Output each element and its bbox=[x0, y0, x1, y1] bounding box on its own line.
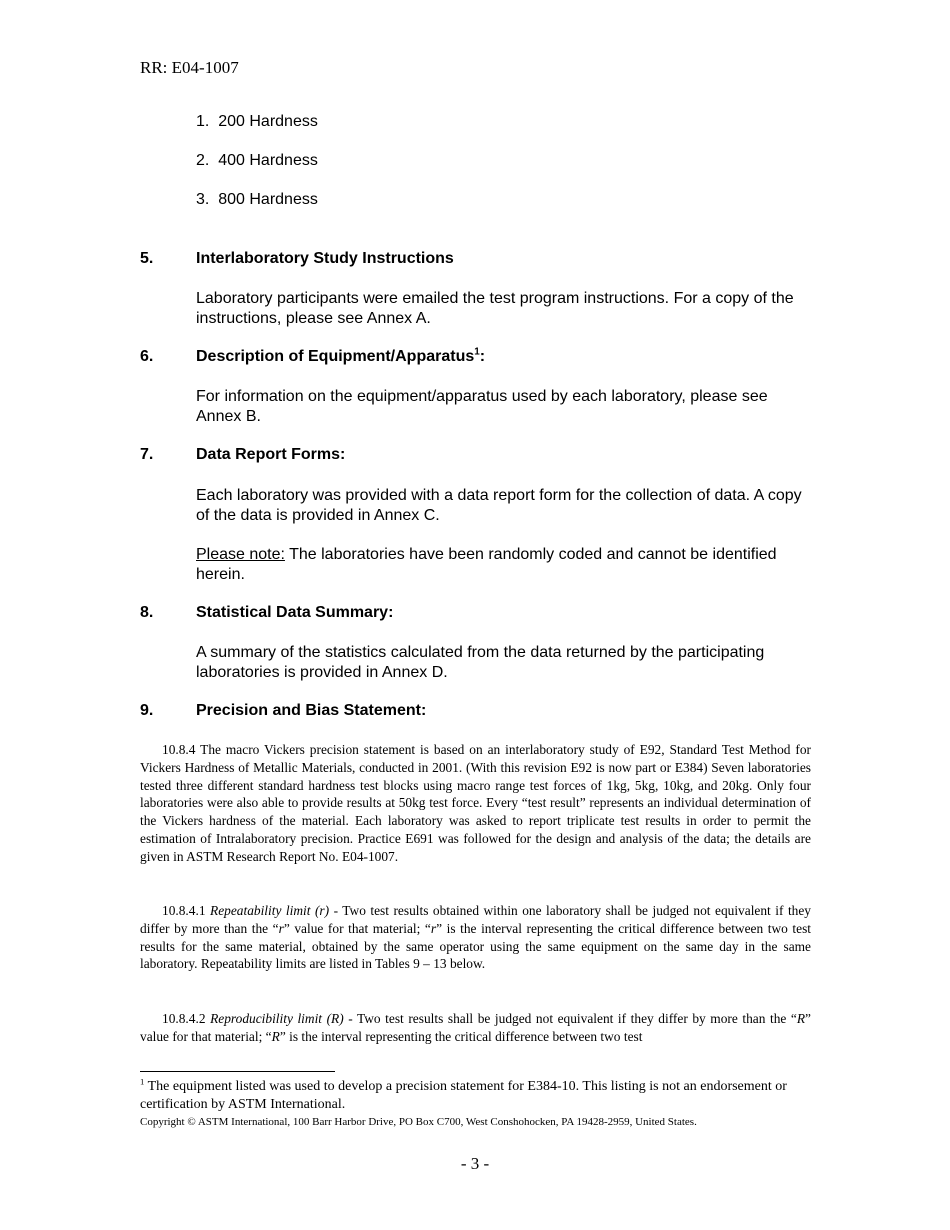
section-7-body: Each laboratory was provided with a data report form for the collection of data. A copy of the data is provided in Annex C. bbox=[196, 487, 802, 524]
copyright-notice: Copyright © ASTM International, 100 Barr Harbor Drive, PO Box C700, West Conshohocken, PA 19428-2959, United States. bbox=[140, 1116, 697, 1128]
symbol-r: r bbox=[430, 920, 437, 936]
reproducibility-term: Reproducibility limit (R) bbox=[210, 1011, 344, 1026]
paragraph-text: ” value for that material; “ bbox=[140, 1011, 811, 1044]
paragraph-number: 10.8.4.2 bbox=[162, 1011, 211, 1026]
list-label: 800 Hardness bbox=[218, 191, 318, 208]
section-8-number: 8. bbox=[140, 604, 154, 621]
section-9-title: Precision and Bias Statement: bbox=[196, 702, 427, 719]
note-label: Please note: bbox=[196, 546, 285, 563]
list-item bbox=[196, 113, 318, 131]
paragraph-text: - Two test results obtained within one laboratory shall be judged not equivalent if they differ by more than the “ bbox=[140, 903, 811, 936]
footnote-mark: 1 bbox=[140, 1076, 145, 1087]
precision-paragraph: 10.8.4 The macro Vickers precision statement is based on an interlaboratory study of E92, Standard Test Method for Vickers Hardness of Metallic Materials, conducted in 2001. (With this revision E92 is now part or E384) Seven laboratories tested three different standard hardness test blocks using macro range test forces of 1kg, 5kg, 10kg, and 20kg. Only four laboratories were also able to provide results at 50kg test force. Every “test result” represents an individual determination of the Vickers hardness of the material. Each laboratory was asked to report triplicate test results in order to permit the estimation of Intralaboratory precision. Practice E691 was followed for the design and analysis of the data; the details are given in ASTM Research Report No. E04-1007. bbox=[140, 742, 811, 864]
list-label: 400 Hardness bbox=[218, 152, 318, 169]
paragraph-text: ” value for that material; “ bbox=[283, 920, 431, 936]
section-5-number: 5. bbox=[140, 250, 154, 267]
list-number: 3. bbox=[196, 191, 210, 208]
section-7-number: 7. bbox=[140, 446, 154, 463]
section-6-number: 6. bbox=[140, 348, 154, 365]
paragraph-text: ” is the interval representing the critical difference between two test bbox=[279, 1028, 643, 1044]
section-6-title-text: Description of Equipment/Apparatus bbox=[196, 348, 475, 365]
section-6-title-colon: : bbox=[479, 348, 486, 365]
footnote-reference: 1 bbox=[474, 346, 480, 358]
footnote-text: The equipment listed was used to develop a precision statement for E384-10. This listing is not an endorsement or certification by ASTM International. bbox=[140, 1079, 787, 1112]
section-7-title: Data Report Forms: bbox=[196, 446, 346, 463]
note-text: The laboratories have been randomly coded and cannot be identified herein. bbox=[196, 546, 777, 583]
paragraph-text: ” is the interval representing the critical difference between two test results for the same material, obtained by the same operator using the same equipment on the same day in the same laboratory. Repeatability limits are listed in Tables 9 – 13 below. bbox=[140, 920, 811, 972]
section-6-title bbox=[196, 348, 485, 366]
repeatability-term: Repeatability limit (r) bbox=[210, 903, 330, 918]
paragraph-number: 10.8.4.1 bbox=[162, 903, 211, 918]
symbol-R: R bbox=[271, 1028, 280, 1044]
report-reference: RR: E04-1007 bbox=[140, 58, 239, 77]
page-number: - 3 - bbox=[460, 1154, 490, 1173]
section-5-body: Laboratory participants were emailed the test program instructions. For a copy of the instructions, please see Annex A. bbox=[196, 290, 794, 327]
list-number: 1. bbox=[196, 113, 210, 130]
list-item bbox=[196, 191, 318, 209]
section-7-note bbox=[196, 545, 816, 585]
reproducibility-paragraph bbox=[140, 1010, 811, 1046]
symbol-r: r bbox=[278, 920, 284, 936]
section-6-body: For information on the equipment/apparatus used by each laboratory, please see Annex B. bbox=[196, 388, 768, 425]
list-label: 200 Hardness bbox=[218, 113, 318, 130]
section-8-body: A summary of the statistics calculated from the data returned by the participating laboratories is provided in Annex D. bbox=[196, 644, 765, 681]
symbol-R: R bbox=[796, 1011, 806, 1026]
list-number: 2. bbox=[196, 152, 210, 169]
list-item bbox=[196, 152, 318, 170]
footnote-divider bbox=[140, 1071, 335, 1072]
section-5-title: Interlaboratory Study Instructions bbox=[196, 250, 454, 267]
section-8-title: Statistical Data Summary: bbox=[196, 604, 394, 621]
section-9-number: 9. bbox=[140, 702, 154, 719]
paragraph-text: - Two test results shall be judged not equivalent if they differ by more than the “ bbox=[343, 1011, 797, 1026]
footnote bbox=[140, 1078, 820, 1114]
repeatability-paragraph bbox=[140, 902, 811, 973]
